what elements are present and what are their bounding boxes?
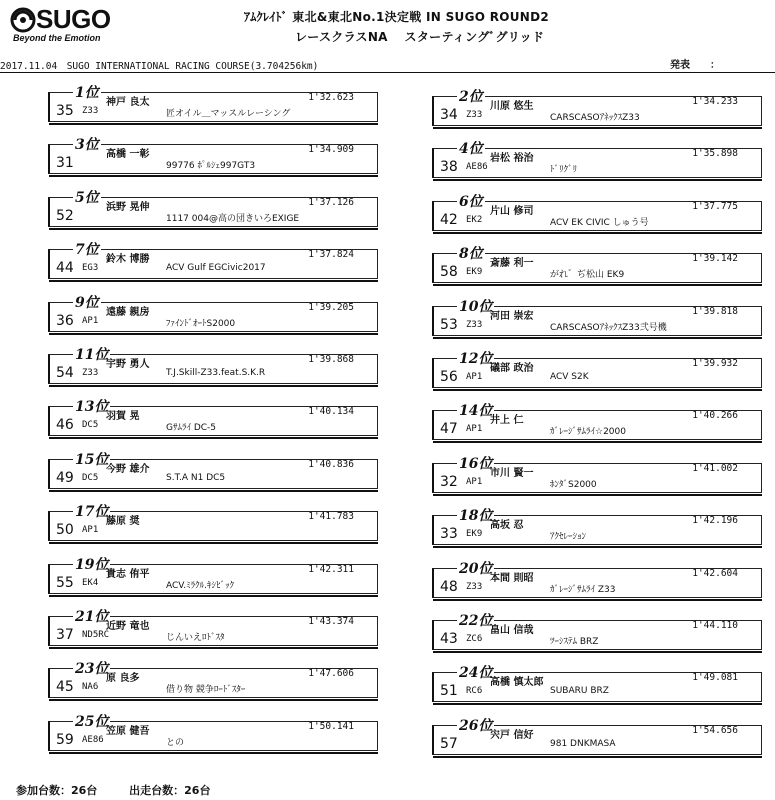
driver-name: 片山 修司: [490, 205, 534, 217]
car-number: 58: [440, 264, 458, 281]
grid-position: 8位: [459, 246, 483, 263]
car-number: 47: [440, 421, 458, 438]
car-number: 54: [56, 365, 74, 381]
car-name: CARSCASOｱﾈｯｸｽZ33弐号機: [550, 322, 667, 333]
grid-position: 9位: [75, 294, 99, 311]
car-number: 50: [56, 522, 74, 539]
document-title: ｱﾑｸﾚｲﾄﾞ 東北&東北No.1決定戦 IN SUGO ROUND2: [244, 10, 550, 24]
car-name: ACV Gulf EGCivic2017: [166, 263, 266, 274]
lap-time: 1'41.783: [308, 511, 354, 523]
car-name: ACV EK CIVIC しゅう号: [550, 217, 649, 228]
car-name: 981 DNKMASA: [550, 738, 616, 749]
grid-position: 14位: [459, 403, 493, 420]
header-divider: [0, 72, 775, 73]
grid-position: 15位: [75, 451, 109, 468]
car-class: EK9: [466, 529, 483, 540]
grid-position: 12位: [459, 351, 493, 367]
lap-time: 1'42.604: [692, 567, 738, 579]
lap-time: 1'39.932: [692, 358, 738, 369]
entrants-count: 参加台数：26台: [16, 784, 98, 797]
car-class: AP1: [82, 315, 99, 326]
car-class: Z33: [466, 110, 483, 120]
lap-time: 1'44.110: [692, 620, 738, 631]
driver-name: 高坂 忍: [490, 520, 524, 532]
grid-position: 22位: [459, 613, 493, 629]
car-name: ﾄﾞﾘｸﾞﾘ: [550, 165, 578, 176]
lap-time: 1'47.606: [308, 668, 354, 680]
car-number: 42: [440, 211, 458, 228]
grid-position: 1位: [75, 85, 99, 101]
car-name: SUBARU BRZ: [550, 686, 609, 697]
car-number: 52: [56, 207, 74, 224]
car-number: 59: [56, 731, 74, 748]
car-class: Z33: [82, 368, 99, 378]
driver-name: 羽賀 晃: [106, 411, 140, 423]
lap-time: 1'39.818: [692, 305, 738, 317]
lap-time: 1'39.868: [308, 354, 354, 365]
lap-time: 1'40.836: [308, 458, 354, 470]
car-name: との: [166, 737, 185, 748]
grid-entry: [48, 294, 378, 336]
car-number: 43: [440, 631, 458, 647]
grid-entry: [432, 560, 762, 602]
grid-position: 26位: [459, 717, 493, 734]
lap-time: 1'37.824: [308, 249, 354, 261]
grid-entry: [48, 85, 378, 126]
car-class: AE86: [466, 162, 488, 173]
grid-entry: [48, 609, 378, 650]
sugo-logo: [10, 4, 120, 44]
car-class: EG3: [82, 263, 99, 274]
car-number: 36: [56, 312, 74, 329]
grid-entry: [48, 713, 378, 755]
grid-position: 5位: [75, 189, 99, 206]
car-class: AP1: [466, 424, 483, 435]
driver-name: 笠原 健吾: [106, 725, 150, 737]
car-number: 33: [440, 526, 458, 543]
driver-name: 貴志 侑平: [106, 568, 150, 580]
car-name: 1117 004@高の団きいろEXIGE: [166, 213, 300, 224]
grid-entry: [48, 556, 378, 598]
car-name: T.J.Skill-Z33.feat.S.K.R: [166, 368, 266, 378]
grid-entry: [432, 717, 762, 759]
driver-name: 近野 竜也: [106, 621, 150, 632]
car-name: ｶﾞﾚｰｼﾞｻﾑﾗｲ☆2000: [550, 427, 626, 438]
grid-position: 17位: [75, 504, 109, 521]
grid-entry: [48, 399, 378, 440]
car-name: ｱｸｾﾚｰｼｮﾝ: [550, 532, 587, 543]
grid-position: 21位: [75, 609, 109, 625]
grid-entry: [432, 508, 762, 549]
grid-position: 10位: [459, 298, 493, 315]
logo-tagline: Beyond the Emotion: [13, 33, 101, 43]
car-name: CARSCASOｱﾈｯｸｽZ33: [550, 113, 640, 123]
grid-entry: [432, 298, 762, 340]
car-number: 32: [440, 473, 458, 490]
driver-name: 岩松 裕治: [490, 153, 534, 165]
grid-entry: [432, 246, 762, 287]
car-number: 31: [56, 155, 74, 172]
car-number: 56: [440, 369, 458, 385]
driver-name: 市川 賢一: [490, 467, 534, 479]
car-class: RC6: [466, 686, 483, 697]
grid-entry: [432, 455, 762, 497]
grid-position: 2位: [459, 89, 483, 105]
lap-time: 1'49.081: [692, 672, 738, 684]
car-name: S.T.A N1 DC5: [166, 472, 226, 483]
driver-name: 宍戸 信好: [490, 729, 534, 741]
grid-position: 24位: [459, 665, 493, 682]
grid-entry: [432, 665, 762, 706]
lap-time: 1'34.233: [692, 96, 738, 107]
driver-name: 遠藤 親房: [106, 306, 150, 318]
car-name: ﾎﾝﾀﾞS2000: [550, 479, 597, 490]
car-class: AP1: [466, 372, 483, 382]
grid-position: 16位: [459, 455, 493, 472]
driver-name: 本間 則昭: [490, 572, 534, 584]
car-class: DC5: [82, 420, 99, 431]
lap-time: 1'40.266: [692, 410, 738, 422]
car-class: AE86: [82, 734, 104, 745]
grid-position: 4位: [459, 141, 483, 158]
driver-name: 川原 悠生: [490, 101, 534, 112]
car-name: ACV.ﾐﾗｸﾙ.ｷｼﾋﾞｯｸ: [166, 580, 235, 591]
driver-name: 原 良多: [106, 673, 140, 685]
car-name: ﾌｧｲﾝﾄﾞｵｰﾄS2000: [166, 318, 236, 329]
car-number: 35: [56, 103, 74, 119]
grid-entry: [48, 661, 378, 702]
car-name: Gｻﾑﾗｲ DC-5: [166, 423, 217, 434]
driver-name: 斎藤 利一: [490, 258, 534, 270]
car-name: 借り物 競争ﾛｰﾄﾞｽﾀｰ: [166, 685, 246, 696]
grid-entry: [48, 242, 378, 283]
driver-name: 井上 仁: [490, 415, 524, 427]
logo-text: SUGO: [36, 4, 111, 34]
car-class: ZC6: [466, 634, 483, 644]
grid-position: 23位: [75, 661, 109, 678]
grid-position: 6位: [459, 193, 483, 210]
driver-name: 今野 雄介: [106, 463, 150, 475]
lap-time: 1'32.623: [308, 92, 354, 103]
footer: [16, 782, 238, 798]
car-class: AP1: [466, 476, 483, 487]
grid-position: 20位: [459, 560, 493, 577]
grid-entry: [48, 137, 378, 178]
lap-time: 1'35.898: [692, 148, 738, 160]
car-class: NA6: [82, 682, 99, 693]
car-class: AP1: [82, 525, 99, 536]
grid-entry: [432, 613, 762, 654]
car-name: ｶﾞﾚｰｼﾞｻﾑﾗｲ Z33: [550, 584, 616, 595]
car-name: ﾂｰｼｽﾃﾑ BRZ: [550, 637, 599, 647]
grid-position: 19位: [75, 556, 109, 573]
grid-entry: [48, 451, 378, 493]
car-class: EK9: [466, 267, 483, 278]
car-number: 53: [440, 316, 458, 333]
grid-entry: [48, 189, 378, 231]
driver-name: 藤原 奨: [106, 516, 140, 528]
car-name: じんいえﾛﾄﾞｽﾀ: [166, 633, 225, 643]
driver-name: 浜野 晃伸: [106, 201, 150, 213]
car-number: 37: [56, 627, 74, 643]
lap-time: 1'37.775: [692, 200, 738, 212]
lap-time: 1'41.002: [692, 462, 738, 474]
lap-time: 1'43.374: [308, 616, 354, 627]
car-class: EK2: [466, 214, 483, 225]
grid-entry: [432, 403, 762, 444]
driver-name: 高橋 慎太郎: [490, 677, 544, 689]
car-number: 44: [56, 260, 74, 277]
grid-entry: [48, 504, 378, 545]
lap-time: 1'39.142: [692, 253, 738, 265]
grid-entry: [432, 351, 762, 392]
car-name: ACV S2K: [550, 372, 589, 382]
car-number: 49: [56, 469, 74, 486]
driver-name: 神戸 良太: [106, 97, 150, 108]
car-number: 51: [440, 683, 458, 700]
lap-time: 1'37.126: [308, 196, 354, 208]
driver-name: 鈴木 博勝: [106, 254, 150, 266]
car-class: Z33: [82, 106, 99, 116]
car-number: 46: [56, 417, 74, 434]
lap-time: 1'42.196: [692, 515, 738, 527]
grid-entry: [48, 347, 378, 388]
car-number: 34: [440, 107, 458, 123]
car-name: がれ゛ぢ松山 EK9: [550, 270, 625, 281]
grid-entry: [432, 89, 762, 130]
car-class: Z33: [466, 581, 483, 592]
grid-position: 11位: [75, 347, 109, 363]
driver-name: 高橋 一彰: [106, 149, 150, 161]
car-number: 55: [56, 574, 74, 591]
document-subtitle: レースクラスNA スターティングﾞグリッド: [295, 30, 545, 44]
grid-position: 7位: [75, 242, 99, 259]
car-number: 48: [440, 578, 458, 595]
driver-name: 礒部 政治: [490, 363, 534, 374]
car-class: DC5: [82, 472, 99, 483]
lap-time: 1'34.909: [308, 144, 354, 156]
car-name: 99776 ﾎﾟﾙｼｪ997GT3: [166, 161, 256, 172]
lap-time: 1'39.205: [308, 301, 354, 313]
car-number: 38: [440, 159, 458, 176]
starters-count: 出走台数：26台: [129, 784, 211, 797]
driver-name: 河田 崇宏: [490, 310, 534, 322]
car-name: 匠オイル＿マッスルレーシング: [166, 109, 291, 119]
sugo-logo-mark-icon: [10, 7, 36, 33]
lap-time: 1'50.141: [308, 720, 354, 732]
lap-time: 1'40.134: [308, 406, 354, 418]
announcement-label: 発表 ：: [670, 60, 720, 71]
date-course-info: 2017.11.04 SUGO INTERNATIONAL RACING COURSE(3.704256km): [0, 61, 319, 72]
lap-time: 1'54.656: [692, 724, 738, 736]
grid-position: 13位: [75, 399, 109, 416]
driver-name: 畠山 信哉: [490, 625, 534, 636]
car-class: ND5RC: [82, 630, 110, 640]
grid-position: 25位: [75, 713, 109, 730]
grid-entry: [432, 193, 762, 235]
grid-position: 3位: [75, 137, 99, 154]
grid-position: 18位: [459, 508, 493, 525]
car-number: 57: [440, 735, 458, 752]
grid-entry: [432, 141, 762, 182]
car-class: Z33: [466, 319, 483, 330]
lap-time: 1'42.311: [308, 563, 354, 575]
car-number: 45: [56, 679, 74, 696]
driver-name: 宇野 勇人: [106, 359, 150, 370]
car-class: EK4: [82, 577, 99, 588]
